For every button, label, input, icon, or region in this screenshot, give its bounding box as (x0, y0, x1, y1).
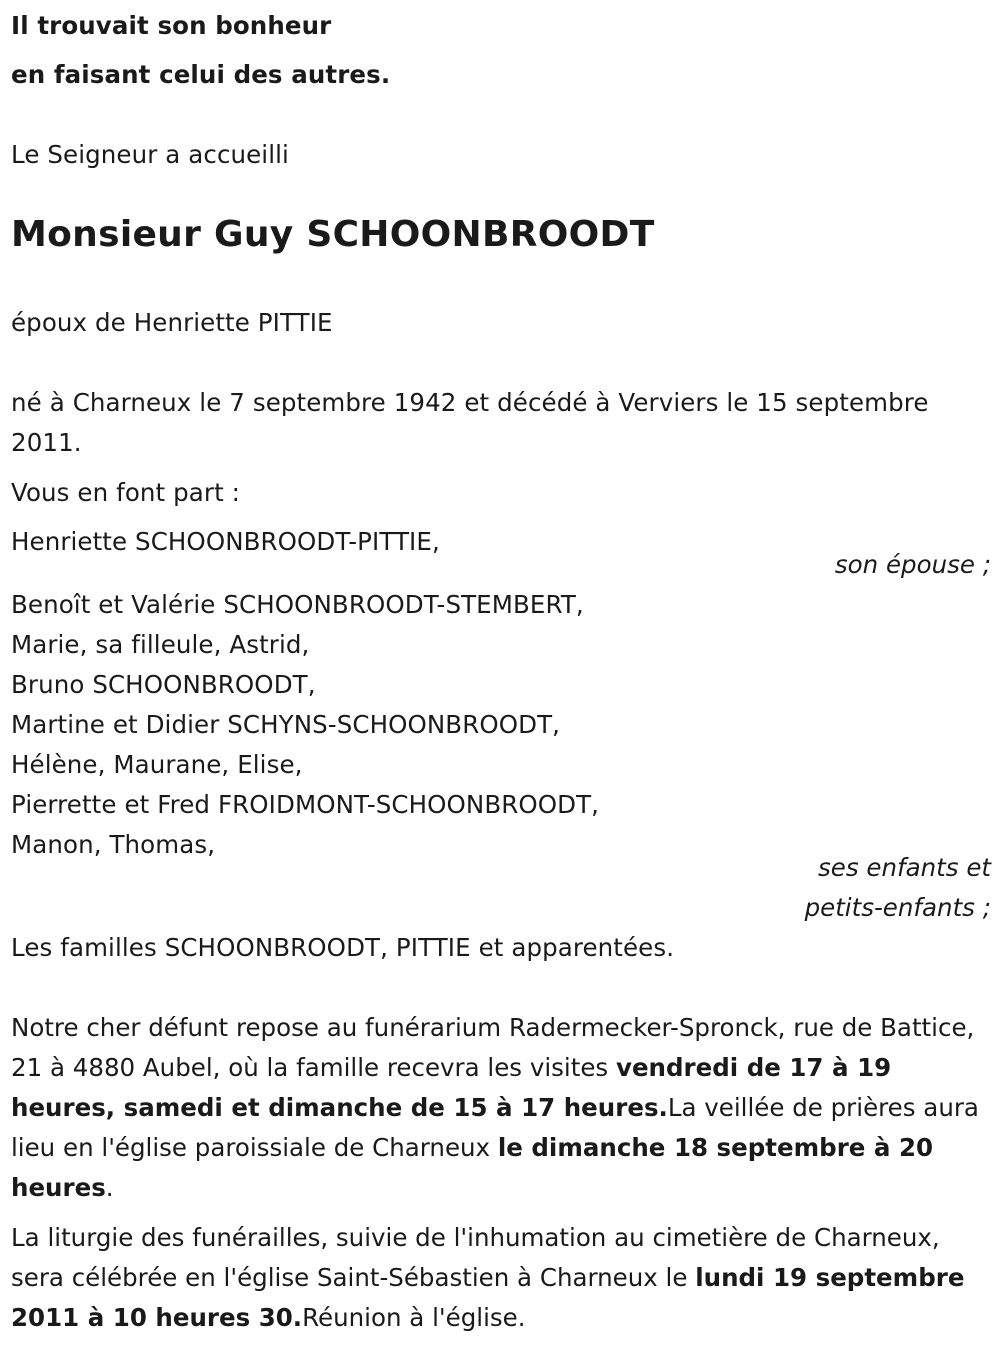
intro-text: Le Seigneur a accueilli (11, 140, 289, 169)
epigraph-line-2: en faisant celui des autres. (11, 60, 391, 89)
spouse-role: son épouse ; (834, 550, 991, 579)
family-child-line: Pierrette et Fred FROIDMONT-SCHOONBROODT, (11, 790, 600, 819)
visitation-hours: vendredi de 17 à 19 heures, samedi et dimanche de 15 à 17 heures. (11, 1053, 892, 1122)
families-line: Les familles SCHOONBROODT, PITTIE et apparentées. (11, 933, 675, 962)
family-child-line: Manon, Thomas, (11, 830, 216, 859)
vigil-date: le dimanche 18 septembre à 20 heures (11, 1133, 934, 1202)
birth-death-line-1: né à Charneux le 7 septembre 1942 et décédé à Verviers le 15 septembre (11, 388, 929, 417)
funeral-date: lundi 19 septembre 2011 à 10 heures 30. (11, 1263, 965, 1332)
spouse-line: époux de Henriette PITTIE (11, 308, 333, 337)
children-role-2: petits-enfants ; (804, 893, 991, 922)
family-child-line: Marie, sa filleule, Astrid, (11, 630, 310, 659)
family-child-line: Martine et Didier SCHYNS-SCHOONBROODT, (11, 710, 561, 739)
birth-death-line-2: 2011. (11, 428, 82, 457)
visitation-text-1: Notre cher défunt repose au funérarium Radermecker-Spronck, rue de Battice, 21 à 4880 Aubel, où la famille recevra les visites (11, 1013, 975, 1082)
epigraph-line-1: Il trouvait son bonheur (11, 11, 332, 40)
funeral-paragraph (11, 1218, 991, 1338)
children-role-1: ses enfants et (818, 853, 991, 882)
family-spouse: Henriette SCHOONBROODT-PITTIE, (11, 527, 440, 556)
funeral-text-1: La liturgie des funérailles, suivie de l'inhumation au cimetière de Charneux, sera célébrée en l'église Saint-Sébastien à Charneux le (11, 1223, 940, 1292)
visitation-paragraph (11, 1008, 991, 1208)
family-child-line: Bruno SCHOONBROODT, (11, 670, 316, 699)
visitation-text-3: . (105, 1173, 114, 1202)
funeral-text-2: Réunion à l'église. (302, 1303, 526, 1332)
visitation-text-2: La veillée de prières aura lieu en l'église paroissiale de Charneux (11, 1093, 979, 1162)
announcement-intro: Vous en font part : (11, 478, 241, 507)
family-child-line: Hélène, Maurane, Elise, (11, 750, 303, 779)
deceased-name: Monsieur Guy SCHOONBROODT (11, 214, 655, 255)
family-child-line: Benoît et Valérie SCHOONBROODT-STEMBERT, (11, 590, 584, 619)
